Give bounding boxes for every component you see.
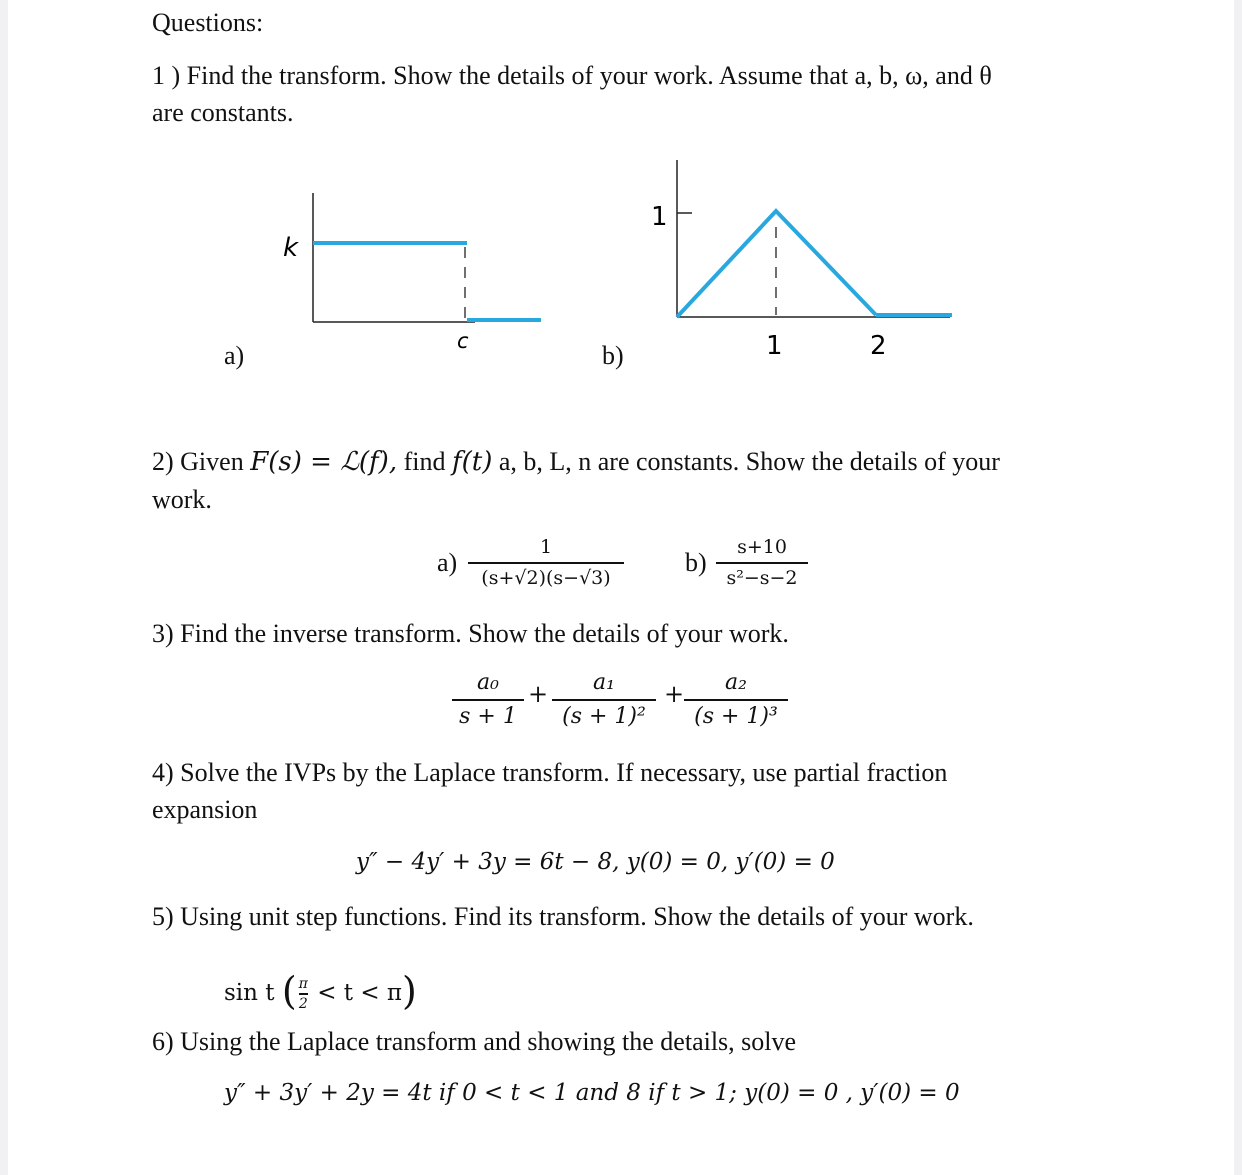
graph-b-tick-1: 1 — [651, 202, 668, 232]
q2-prompt-line1 — [152, 449, 1000, 475]
q6-prompt: 6) Using the Laplace transform and showing the details, solve — [152, 1027, 797, 1056]
q4-equation: y″ − 4y′ + 3y = 6t − 8, y(0) = 0, y′(0) = 0 — [356, 849, 835, 875]
q6-equation: y″ + 3y′ + 2y = 4t if 0 < t < 1 and 8 if t > 1; y(0) = 0 , y′(0) = 0 — [224, 1080, 960, 1106]
q2-math-F: F(s) = ℒ(f), — [250, 447, 398, 477]
q1-prompt-line1: 1 ) Find the transform. Show the details of your work. Assume that a, b, ω, and θ — [152, 61, 992, 90]
q5-paren-open: ( — [281, 969, 297, 1013]
q2-label-b: b) — [685, 548, 707, 577]
q3-term2-numerator: a₁ — [593, 670, 615, 695]
q2-post: a, b, L, n are constants. Show the details of your — [492, 447, 1000, 476]
q5-sin: sin t — [224, 980, 275, 1006]
q3-term1 — [452, 672, 524, 728]
graph-b — [640, 155, 960, 365]
q3-term2-bar — [552, 699, 656, 701]
q2-pre: 2) Given — [152, 447, 251, 476]
graph-a — [270, 185, 560, 360]
graph-b-triangle — [677, 211, 876, 317]
q5-inequality: < t < π — [317, 980, 403, 1006]
q2-fraction-b — [716, 538, 808, 588]
q5-prompt: 5) Using unit step functions. Find its transform. Show the details of your work. — [152, 902, 974, 931]
q2-math-f: f(t) — [451, 447, 493, 477]
graph-b-xtick-1: 1 — [766, 331, 783, 361]
q3-term2-denominator: (s + 1)² — [562, 703, 646, 729]
q2-a-fraction-bar — [468, 562, 624, 564]
q3-term1-bar — [452, 699, 524, 701]
q1-label-a: a) — [224, 341, 245, 370]
q3-prompt: 3) Find the inverse transform. Show the details of your work. — [152, 619, 789, 648]
q3-plus-2: + — [664, 680, 685, 708]
q5-function — [224, 968, 417, 1011]
q1-prompt-line2: are constants. — [152, 98, 294, 127]
q3-plus-1: + — [528, 680, 549, 708]
q1-label-b: b) — [602, 341, 624, 370]
q5-pi-numerator: π — [298, 976, 308, 993]
q3-term3 — [684, 672, 788, 728]
q2-b-numerator: s+10 — [737, 536, 787, 558]
page-edge-right — [1234, 0, 1242, 1175]
q2-a-denominator: (s+√2)(s−√3) — [481, 566, 611, 589]
q2-mid: find — [397, 447, 452, 476]
graph-b-xtick-2: 2 — [870, 331, 887, 361]
q3-term1-denominator: s + 1 — [459, 703, 517, 729]
q2-fraction-a — [468, 538, 624, 588]
q3-term3-bar — [684, 699, 788, 701]
graph-a-k-label: k — [283, 233, 299, 263]
q5-paren-close: ) — [402, 969, 417, 1013]
q2-b-denominator: s²−s−2 — [726, 566, 798, 589]
q4-prompt-line1: 4) Solve the IVPs by the Laplace transform. If necessary, use partial fraction — [152, 758, 948, 787]
q3-term1-numerator: a₀ — [477, 670, 499, 695]
q4-prompt-line2: expansion — [152, 795, 258, 824]
q2-b-fraction-bar — [716, 562, 808, 564]
q3-term2 — [552, 672, 656, 728]
q5-fraction-bar — [299, 993, 308, 994]
q3-term3-numerator: a₂ — [725, 670, 747, 695]
q5-pi-over-2 — [299, 977, 308, 1010]
q2-label-a: a) — [437, 548, 458, 577]
page-edge-left — [0, 0, 8, 1175]
q2-a-numerator: 1 — [539, 536, 553, 558]
graph-a-c-label: c — [457, 329, 469, 353]
q3-term3-denominator: (s + 1)³ — [694, 703, 778, 729]
q5-pi-denominator: 2 — [298, 995, 308, 1012]
questions-header: Questions: — [152, 8, 264, 37]
q2-prompt-line2: work. — [152, 485, 212, 514]
